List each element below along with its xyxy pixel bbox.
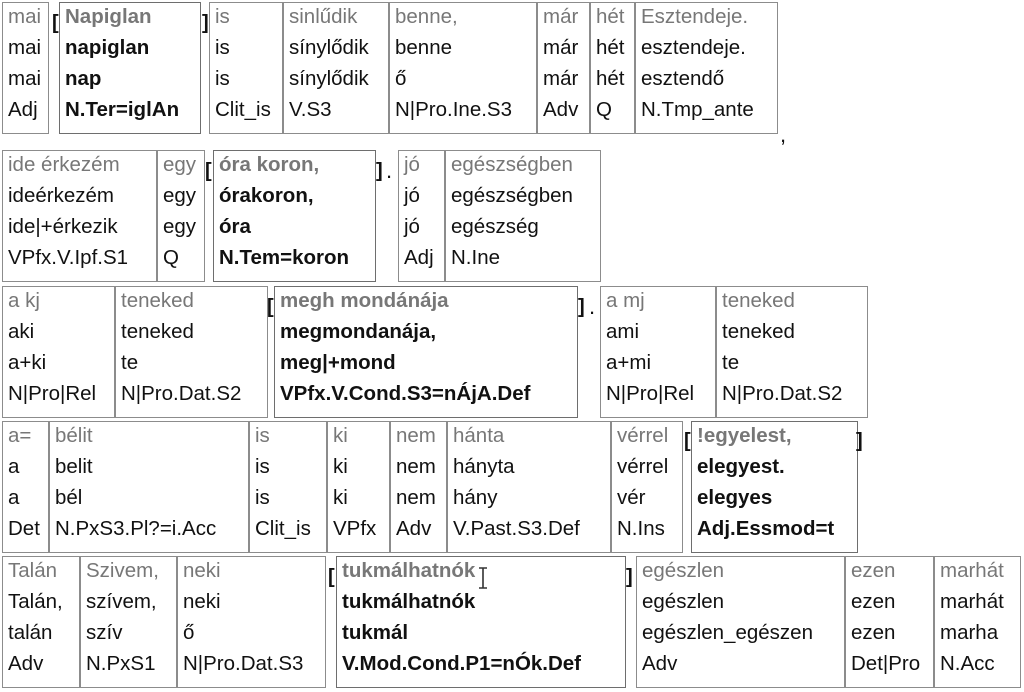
lemma: mai (8, 67, 42, 90)
token-cell[interactable] (274, 286, 578, 418)
original-form: is (255, 424, 270, 447)
lemma: is (215, 67, 230, 90)
lemma: bél (55, 486, 83, 509)
original-form: a mj (606, 289, 645, 312)
token-cell[interactable] (49, 421, 249, 553)
lemma: meg|+mond (280, 351, 396, 374)
token-cell[interactable] (600, 286, 716, 418)
normalized-form: ezen (851, 590, 896, 613)
lemma: marha (940, 621, 999, 644)
original-form: !egyelest, (697, 424, 792, 447)
token-cell[interactable] (716, 286, 868, 418)
morph-tag: N|Pro.Dat.S2 (722, 382, 843, 405)
token-cell[interactable] (934, 556, 1021, 688)
open-bracket: [ (52, 12, 59, 34)
original-form: a= (8, 424, 32, 447)
normalized-form: egy (163, 184, 197, 207)
lemma: te (121, 351, 139, 374)
original-form: hét (596, 5, 625, 28)
token-cell[interactable] (390, 421, 447, 553)
lemma: nap (65, 67, 102, 90)
lemma: ő (395, 67, 407, 90)
morph-tag: N.Ins (617, 517, 665, 540)
original-form: is (215, 5, 230, 28)
normalized-form: vérrel (617, 455, 669, 478)
text-cursor-icon (478, 567, 480, 589)
token-cell[interactable] (327, 421, 390, 553)
lemma: elegyes (697, 486, 773, 509)
original-form: óra koron, (219, 153, 320, 176)
close-bracket: ] (626, 566, 633, 588)
close-bracket: ] (376, 160, 383, 182)
token-cell[interactable] (2, 150, 157, 282)
original-form: teneked (722, 289, 795, 312)
close-bracket: ] (856, 430, 863, 452)
token-cell[interactable] (611, 421, 683, 553)
lemma: a (8, 486, 20, 509)
morph-tag: Adv (543, 98, 579, 121)
morph-tag: VPfx.V.Ipf.S1 (8, 246, 129, 269)
normalized-form: már (543, 36, 579, 59)
morph-tag: N.Ter=iglAn (65, 98, 180, 121)
lemma: jó (404, 215, 420, 238)
morph-tag: Q (163, 246, 179, 269)
normalized-form: Talán, (8, 590, 63, 613)
original-form: benne, (395, 5, 458, 28)
normalized-form: nem (396, 455, 436, 478)
morph-tag: VPfx.V.Cond.S3=nÁjA.Def (280, 382, 531, 405)
lemma: tukmál (342, 621, 409, 644)
morph-tag: V.Past.S3.Def (453, 517, 580, 540)
normalized-form: egészségben (451, 184, 573, 207)
morph-tag: N|Pro|Rel (606, 382, 695, 405)
token-cell[interactable] (537, 2, 590, 134)
original-form: neki (183, 559, 221, 582)
token-cell[interactable] (157, 150, 205, 282)
normalized-form: ki (333, 455, 348, 478)
lemma: egy (163, 215, 197, 238)
token-cell[interactable] (177, 556, 326, 688)
original-form: ezen (851, 559, 896, 582)
morph-tag: N.PxS3.Pl?=i.Acc (55, 517, 217, 540)
lemma: talán (8, 621, 53, 644)
original-form: megh mondánája (280, 289, 449, 312)
original-form: tukmálhatnók (342, 559, 476, 582)
token-cell[interactable] (590, 2, 635, 134)
original-form: marhát (940, 559, 1004, 582)
token-cell[interactable] (249, 421, 327, 553)
original-form: vérrel (617, 424, 669, 447)
normalized-form: a (8, 455, 20, 478)
lemma: te (722, 351, 740, 374)
open-bracket: [ (328, 566, 335, 588)
token-cell[interactable] (283, 2, 389, 134)
morph-tag: VPfx (333, 517, 377, 540)
original-form: mai (8, 5, 42, 28)
lemma: sínylődik (289, 67, 369, 90)
lemma: esztendő (641, 67, 725, 90)
normalized-form: tukmálhatnók (342, 590, 476, 613)
original-form: Napiglan (65, 5, 152, 28)
morph-tag: Adj (8, 98, 38, 121)
morph-tag: N|Pro.Ine.S3 (395, 98, 512, 121)
lemma: nem (396, 486, 436, 509)
original-form: a kj (8, 289, 40, 312)
original-form: Esztendeje. (641, 5, 749, 28)
normalized-form: egészlen (642, 590, 725, 613)
morph-tag: N.Tem=koron (219, 246, 350, 269)
morph-tag: Det (8, 517, 40, 540)
token-cell[interactable] (691, 421, 858, 553)
close-bracket: ] (202, 12, 209, 34)
lemma: egészség (451, 215, 539, 238)
morph-tag: V.S3 (289, 98, 332, 121)
original-form: hánta (453, 424, 505, 447)
morph-tag: N.PxS1 (86, 652, 156, 675)
morph-tag: N.Acc (940, 652, 995, 675)
open-bracket: [ (267, 296, 274, 318)
normalized-form: benne (395, 36, 453, 59)
morph-tag: Clit_is (215, 98, 271, 121)
morph-tag: Adj.Essmod=t (697, 517, 835, 540)
token-cell[interactable] (80, 556, 177, 688)
normalized-form: jó (404, 184, 420, 207)
morph-tag: N.Ine (451, 246, 500, 269)
normalized-form: teneked (121, 320, 194, 343)
token-cell[interactable] (398, 150, 445, 282)
open-bracket: [ (684, 430, 691, 452)
morph-tag: Adj (404, 246, 434, 269)
token-cell[interactable] (209, 2, 283, 134)
separator-period: . (386, 158, 393, 183)
normalized-form: esztendeje. (641, 36, 746, 59)
lemma: hány (453, 486, 498, 509)
normalized-form: hányta (453, 455, 515, 478)
normalized-form: marhát (940, 590, 1004, 613)
normalized-form: is (215, 36, 230, 59)
original-form: teneked (121, 289, 194, 312)
token-cell[interactable] (636, 556, 845, 688)
token-cell[interactable] (2, 421, 49, 553)
normalized-form: órakoron, (219, 184, 314, 207)
separator-period: . (589, 294, 596, 319)
lemma: ide|+érkezik (8, 215, 118, 238)
token-cell[interactable] (845, 556, 934, 688)
lemma: is (255, 486, 270, 509)
lemma: már (543, 67, 579, 90)
token-cell[interactable] (2, 2, 49, 134)
lemma: ezen (851, 621, 896, 644)
morph-tag: N|Pro.Dat.S3 (183, 652, 304, 675)
morph-tag: Adv (396, 517, 432, 540)
token-cell[interactable] (59, 2, 201, 134)
morph-tag: Adv (642, 652, 678, 675)
lemma: vér (617, 486, 646, 509)
normalized-form: aki (8, 320, 35, 343)
token-cell[interactable] (389, 2, 537, 134)
trailing-comma: , (780, 122, 787, 147)
original-form: egészlen (642, 559, 725, 582)
morph-tag: V.Mod.Cond.P1=nÓk.Def (342, 652, 582, 675)
morph-tag: Det|Pro (851, 652, 921, 675)
lemma: szív (86, 621, 123, 644)
lemma: egészlen_egészen (642, 621, 813, 644)
original-form: ki (333, 424, 348, 447)
morph-tag: N|Pro|Rel (8, 382, 97, 405)
normalized-form: napiglan (65, 36, 150, 59)
normalized-form: sínylődik (289, 36, 369, 59)
lemma: ki (333, 486, 348, 509)
normalized-form: belit (55, 455, 93, 478)
normalized-form: hét (596, 36, 625, 59)
token-cell[interactable] (115, 286, 268, 418)
lemma: a+mi (606, 351, 652, 374)
normalized-form: szívem, (86, 590, 157, 613)
original-form: egészségben (451, 153, 573, 176)
morph-tag: Q (596, 98, 612, 121)
original-form: Szivem, (86, 559, 159, 582)
normalized-form: is (255, 455, 270, 478)
normalized-form: megmondanája, (280, 320, 437, 343)
original-form: Talán (8, 559, 58, 582)
original-form: ide érkezém (8, 153, 120, 176)
normalized-form: mai (8, 36, 42, 59)
original-form: egy (163, 153, 197, 176)
normalized-form: ami (606, 320, 640, 343)
lemma: ő (183, 621, 195, 644)
token-cell[interactable] (635, 2, 778, 134)
lemma: óra (219, 215, 251, 238)
morph-tag: Adv (8, 652, 44, 675)
original-form: bélit (55, 424, 93, 447)
token-cell[interactable] (213, 150, 376, 282)
token-cell[interactable] (447, 421, 611, 553)
normalized-form: elegyest. (697, 455, 785, 478)
token-cell[interactable] (2, 556, 80, 688)
lemma: hét (596, 67, 625, 90)
token-cell[interactable] (445, 150, 601, 282)
original-form: sinlűdik (289, 5, 358, 28)
normalized-form: teneked (722, 320, 795, 343)
morph-tag: N|Pro.Dat.S2 (121, 382, 242, 405)
original-form: már (543, 5, 579, 28)
original-form: nem (396, 424, 436, 447)
open-bracket: [ (205, 160, 212, 182)
original-form: jó (404, 153, 420, 176)
normalized-form: ideérkezém (8, 184, 114, 207)
token-cell[interactable] (2, 286, 115, 418)
normalized-form: neki (183, 590, 221, 613)
lemma: a+ki (8, 351, 47, 374)
morph-tag: N.Tmp_ante (641, 98, 754, 121)
morph-tag: Clit_is (255, 517, 311, 540)
close-bracket: ] (578, 296, 585, 318)
